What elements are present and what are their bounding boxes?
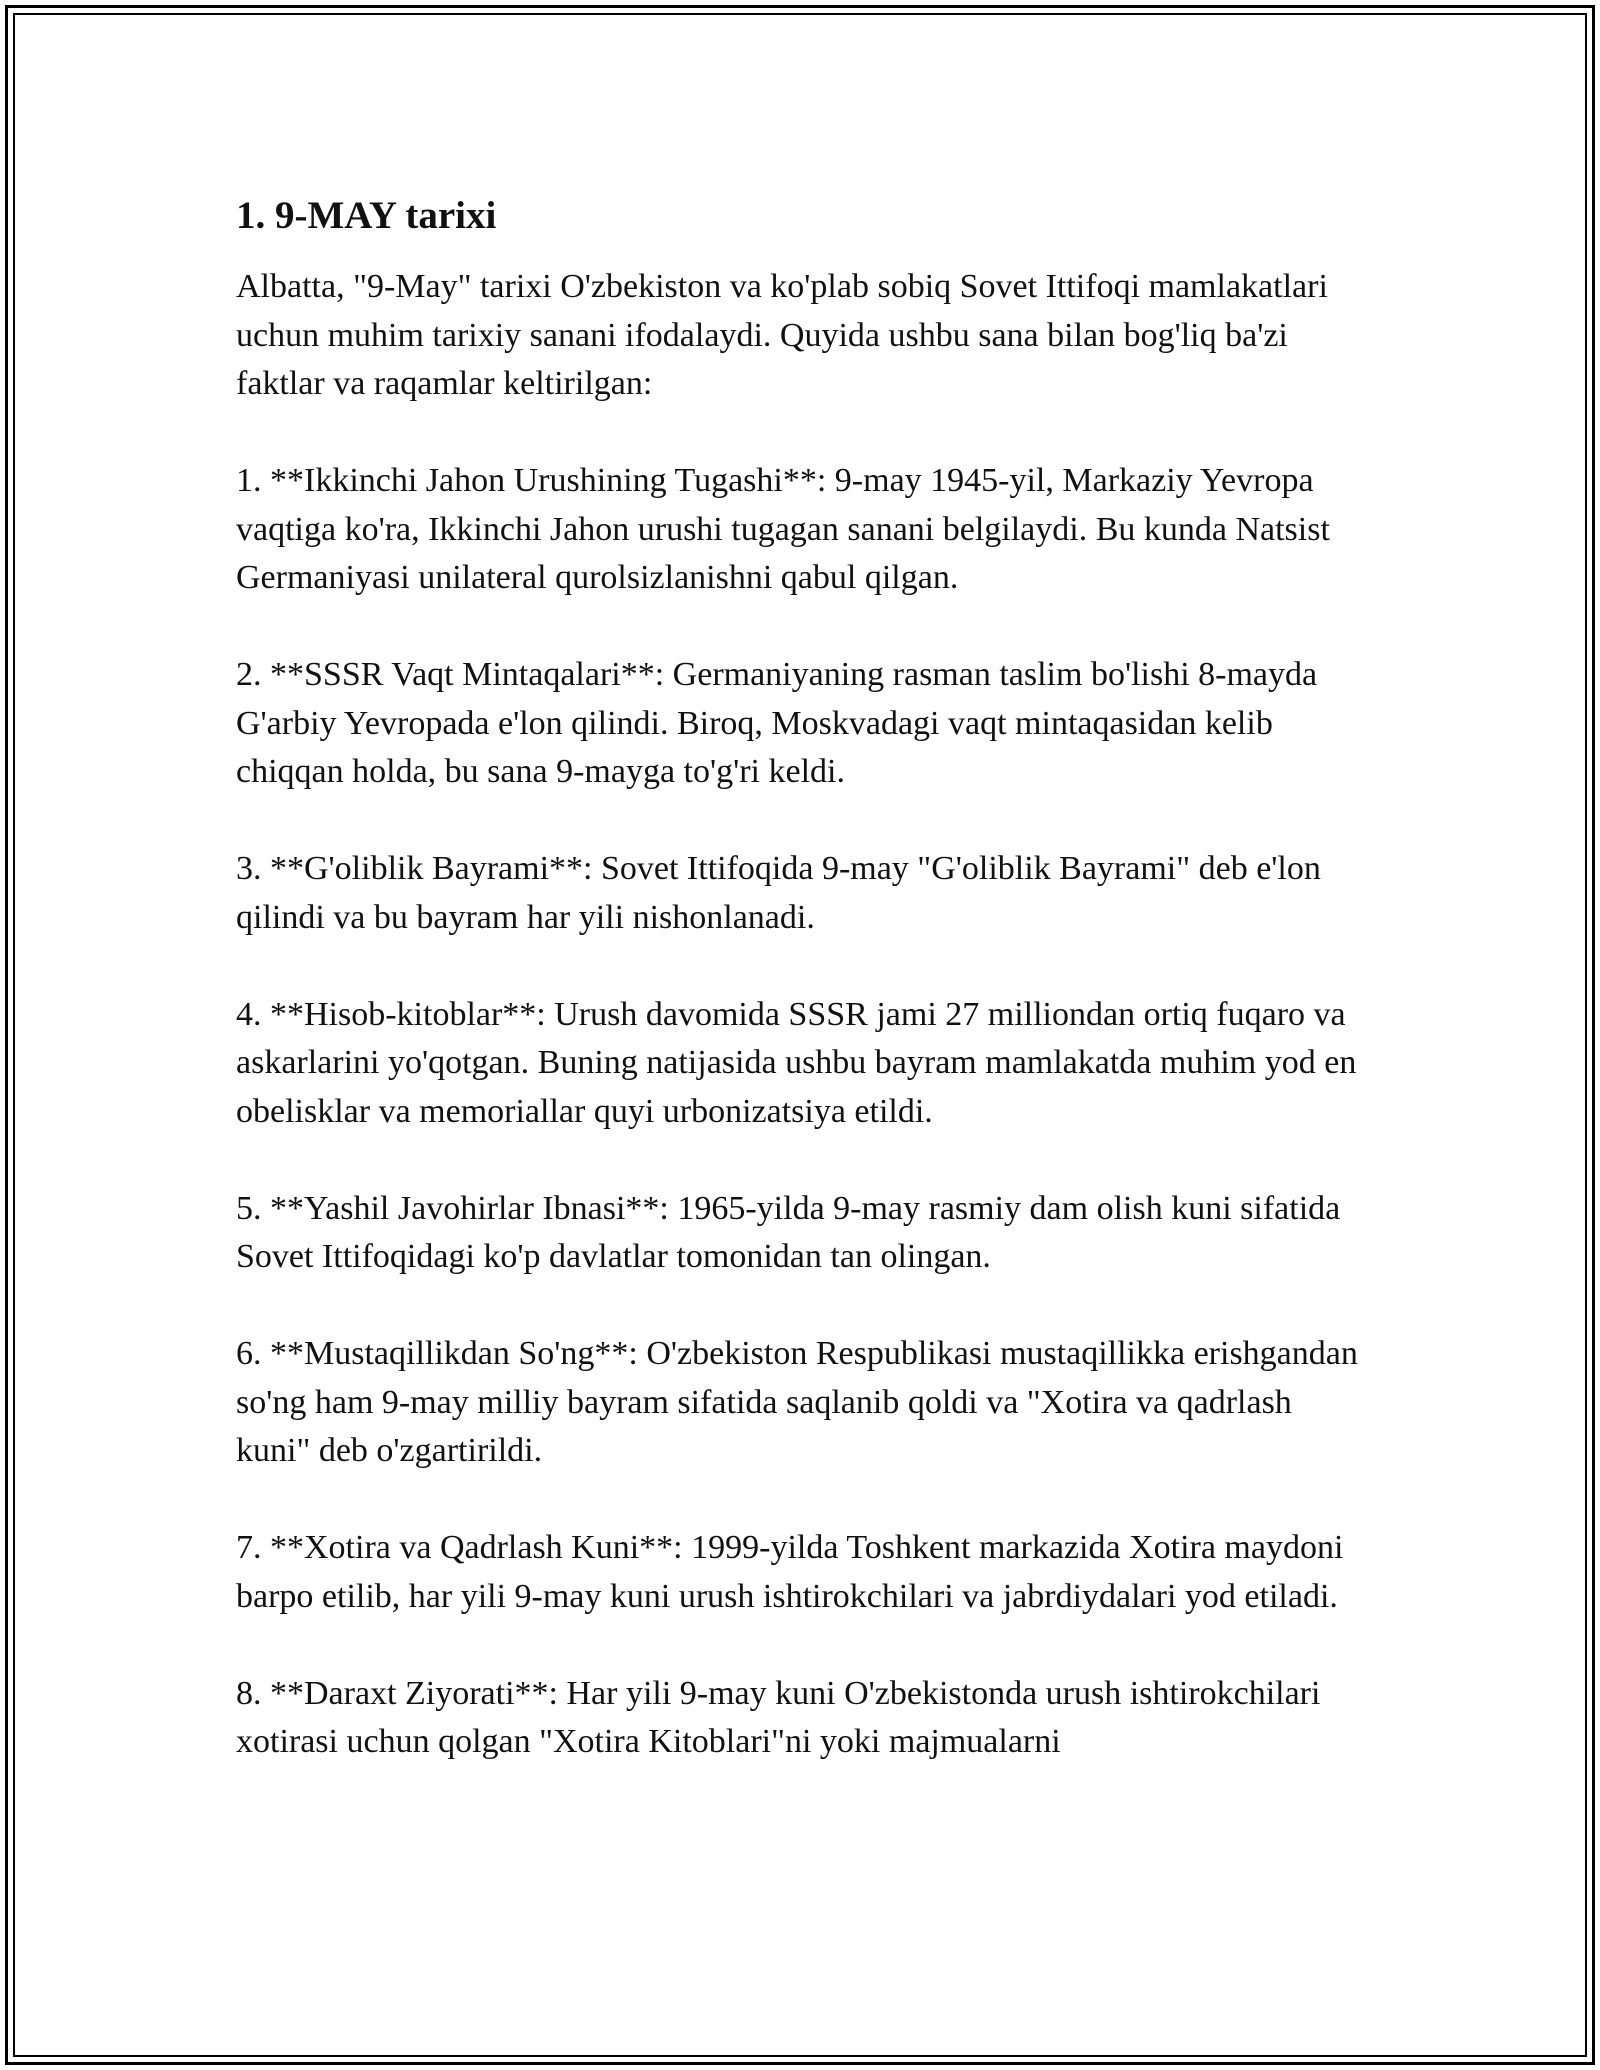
list-item-5: 5. **Yashil Javohirlar Ibnasi**: 1965-yilda 9-may rasmiy dam olish kuni sifatida Sovet Ittifoqidagi ko'p davlatlar tomonidan tan olingan. (236, 1189, 1341, 1275)
list-item-1: 1. **Ikkinchi Jahon Urushining Tugashi**: 9-may 1945-yil, Markaziy Yevropa vaqtiga ko'ra, Ikkinchi Jahon urushi tugagan sanani belgilaydi. Bu kunda Natsist Germaniyasi unilateral qurolsizlanishni qabul qilgan. (236, 462, 1330, 596)
list-item-7: 7. **Xotira va Qadrlash Kuni**: 1999-yilda Toshkent markazida Xotira maydoni barpo etilib, har yili 9-may kuni urush ishtirokchilari va jabrdiydalari yod etiladi. (236, 1529, 1344, 1615)
list-item-3: 3. **G'oliblik Bayrami**: Sovet Ittifoqida 9-may "G'oliblik Bayrami" deb e'lon qilindi va bu bayram har yili nishonlanadi. (236, 850, 1321, 936)
document-heading: 1. 9-MAY tarixi (236, 194, 497, 237)
list-item-2: 2. **SSSR Vaqt Mintaqalari**: Germaniyaning rasman taslim bo'lishi 8-mayda G'arbiy Yevropada e'lon qilindi. Biroq, Moskvadagi vaqt mintaqasidan kelib chiqqan holda, bu sana 9-mayga to'g'ri keldi. (236, 656, 1318, 790)
list-item-6: 6. **Mustaqillikdan So'ng**: O'zbekiston Respublikasi mustaqillikka erishgandan so'ng ham 9-may milliy bayram sifatida saqlanib qoldi va "Xotira va qadrlash kuni" deb o'zgartirildi. (236, 1335, 1358, 1469)
list-item-4: 4. **Hisob-kitoblar**: Urush davomida SSSR jami 27 milliondan ortiq fuqaro va askarlarini yo'qotgan. Buning natijasida ushbu bayram mamlakatda muhim yod en obelisklar va memoriallar quyi urbonizatsiya etildi. (236, 995, 1357, 1130)
document-body (236, 188, 1366, 1815)
intro-paragraph: Albatta, "9-May" tarixi O'zbekiston va ko'plab sobiq Sovet Ittifoqi mamlakatlari uchun muhim tarixiy sanani ifodalaydi. Quyida ushbu sana bilan bog'liq ba'zi faktlar va raqamlar keltirilgan: (236, 268, 1328, 402)
list-item-8: 8. **Daraxt Ziyorati**: Har yili 9-may kuni O'zbekistonda urush ishtirokchilari xotirasi uchun qolgan "Xotira Kitoblari"ni yoki majmualarni (236, 1674, 1321, 1760)
